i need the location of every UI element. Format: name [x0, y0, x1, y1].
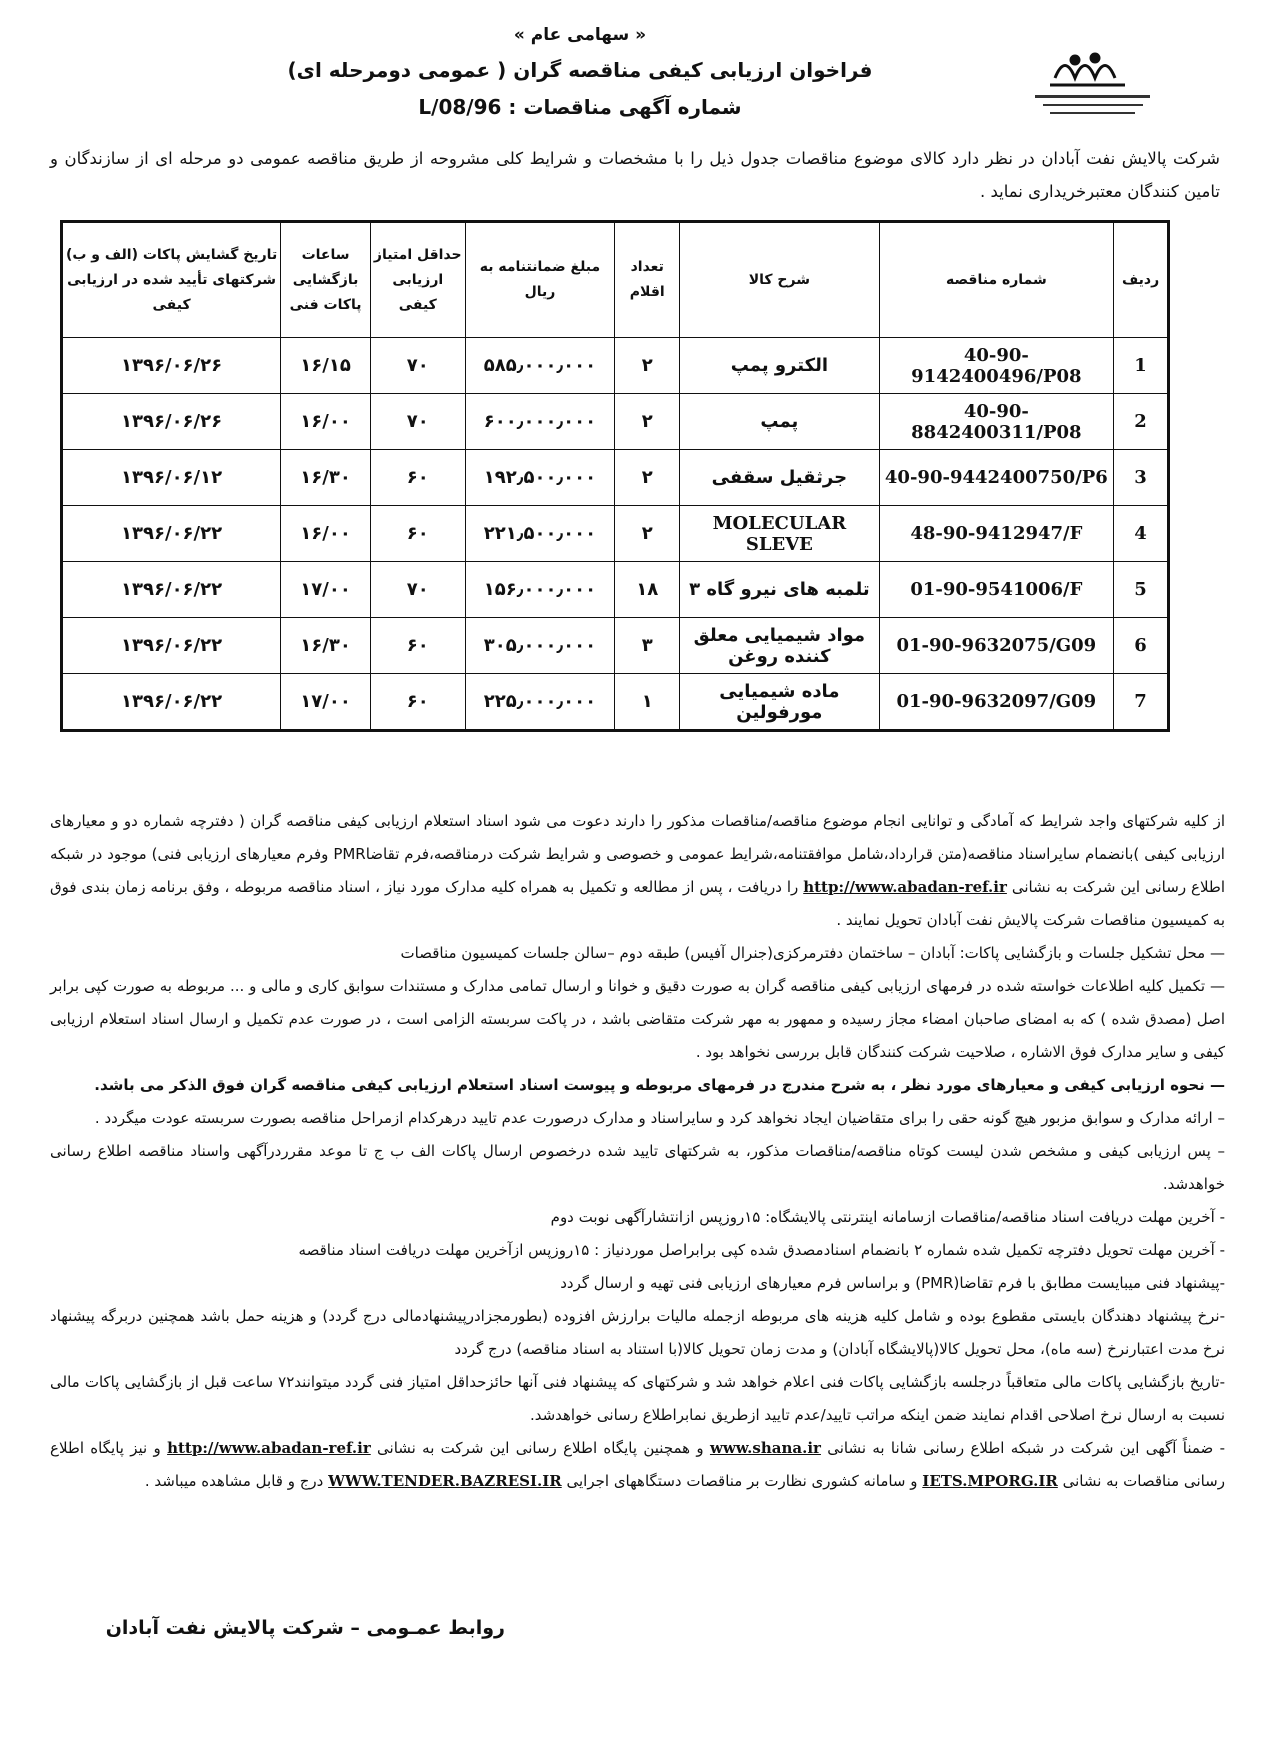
ad-number: شماره آگهی مناقصات : 96/L/08	[418, 95, 742, 119]
cell-min-score: ۶۰	[370, 674, 465, 731]
cell-min-score: ۷۰	[370, 562, 465, 618]
cell-tender-no: 01-90-9632097/G09	[879, 674, 1114, 731]
cell-description: MOLECULAR SLEVE	[680, 506, 880, 562]
table-row	[62, 674, 1169, 731]
cell-guarantee: ۶۰۰٫۰۰۰٫۰۰۰	[465, 394, 615, 450]
cell-row-no: 6	[1114, 618, 1169, 674]
header-quantity: تعداد اقلام	[615, 222, 680, 338]
cell-opening-date: ۱۳۹۶/۰۶/۲۲	[62, 562, 281, 618]
cell-opening-hours: ۱۶/۳۰	[281, 618, 371, 674]
documents-requirement: — تکمیل کلیه اطلاعات خواسته شده در فرمهای ارزیابی کیفی مناقصه گران به صورت دقیق و خوانا و ارسال تمامی مدارک و مستندات سوابق کاری و مالی و ... مربوطه به صورت کپی برابر اصل (مصدق شده ) که به امضای صاحبان امضاء مجاز رسیده و ممهور به مهر شرکت متقاضی باشد ، در پاکت سربسته الزامی است ، در صورت عدم تکمیل و ارسال اسناد استعلام ارزیابی کیفی و سایر مدارک فوق الاشاره ، صلاحیت شرکت کنندگان قابل بررسی نخواهد بود .	[50, 977, 1225, 1061]
deadline-deliver: - آخرین مهلت تحویل دفترچه تکمیل شده شماره ۲ بانضمام اسنادمصدق شده کپی برابراصل موردنیاز : ۱۵روزپس ازآخرین مهلت دریافت اسناد مناقصه	[298, 1241, 1225, 1259]
cell-quantity: ۳	[615, 618, 680, 674]
cell-min-score: ۷۰	[370, 394, 465, 450]
publication-text-2: و همچنین پایگاه اطلاع رسانی این شرکت به نشانی	[377, 1439, 704, 1457]
cell-row-no: 7	[1114, 674, 1169, 731]
cell-tender-no: 40-90-8842400311/P08	[879, 394, 1114, 450]
cell-description: مواد شیمیایی معلق کننده روغن	[680, 618, 880, 674]
cell-description: الکترو پمپ	[680, 338, 880, 394]
cell-guarantee: ۲۲۵٫۰۰۰٫۰۰۰	[465, 674, 615, 731]
table-row	[62, 562, 1169, 618]
publication-text-5: درج و قابل مشاهده میباشد .	[144, 1472, 324, 1490]
cell-quantity: ۱۸	[615, 562, 680, 618]
cell-tender-no: 48-90-9412947/F	[879, 506, 1114, 562]
cell-opening-hours: ۱۷/۰۰	[281, 674, 371, 731]
cell-description: پمپ	[680, 394, 880, 450]
tenders-table	[60, 220, 1170, 732]
cell-opening-hours: ۱۶/۱۵	[281, 338, 371, 394]
tender-bazresi-link[interactable]: WWW.TENDER.BAZRESI.IR	[328, 1472, 562, 1490]
cell-quantity: ۲	[615, 506, 680, 562]
invitation-paragraph	[50, 805, 1225, 937]
table-row	[62, 506, 1169, 562]
invitation-text: از کلیه شرکتهای واجد شرایط که آمادگی و توانایی انجام موضوع مناقصه/مناقصات مذکور را دارند دعوت می شود اسناد استعلام ارزیابی کیفی مناقصه گران ( دفترچه شماره دو و معیارهای ارزیابی کیفی )بانضمام سایراسناد مناقصه(متن قرارداد،شامل موافقتنامه،شرایط عمومی و خصوصی و شرایط شرکت درمناقصه،فرم تقاضاPMR وفرم معیارهای ارزیابی فنی) موجود در شبکه اطلاع رسانی این شرکت به نشانی	[50, 812, 1226, 896]
header-tender-no: شماره مناقصه	[879, 222, 1114, 338]
invitation-text-end: را دریافت ، پس از مطالعه و تکمیل به همراه کلیه مدارک مورد نیاز ، اسناد مناقصه مربوطه ، وفق برنامه زمان بندی فوق به کمیسیون مناقصات شرکت پالایش نفت آبادان تحویل نمایند .	[50, 878, 1225, 929]
cell-opening-date: ۱۳۹۶/۰۶/۱۲	[62, 450, 281, 506]
table-row	[62, 618, 1169, 674]
table-row	[62, 450, 1169, 506]
cell-guarantee: ۱۵۶٫۰۰۰٫۰۰۰	[465, 562, 615, 618]
evaluation-method: — نحوه ارزیابی کیفی و معیارهای مورد نظر ، به شرح مندرج در فرمهای مربوطه و پیوست اسناد استعلام ارزیابی کیفی مناقصه گران فوق الذکر می باشد.	[94, 1076, 1225, 1094]
cell-row-no: 1	[1114, 338, 1169, 394]
header-guarantee: مبلغ ضمانتنامه به ریال	[465, 222, 615, 338]
intro-paragraph: شرکت پالایش نفت آبادان در نظر دارد کالای موضوع مناقصات جدول ذیل را با مشخصات و شرایط کلی مشروحه از طریق مناقصه عمومی دو مرحله ای از سازندگان و تامین کنندگان معتبرخریداری نماید .	[50, 149, 1220, 201]
signature-footer: روابط عمـومی – شرکت پالایش نفت آبادان	[105, 1617, 505, 1639]
company-logo	[1015, 40, 1165, 130]
cell-opening-date: ۱۳۹۶/۰۶/۲۲	[62, 618, 281, 674]
financial-opening-clause: -تاریخ بازگشایی پاکات مالی متعاقباً درجلسه بازگشایی پاکات فنی اعلام خواهد شد و شرکتهای که پیشنهاد فنی آنها حائزحداقل امتیاز فنی گردد میتوانند۷۲ ساعت قبل از بازگشایی پاکات مالی نسبت به ارسال نرخ اصلاحی اقدام نمایند ضمن اینکه مراتب تایید/عدم تایید ازطریق نمابراطلاع رسانی خواهدشد.	[50, 1373, 1225, 1424]
price-clause: -نرخ پیشنهاد دهندگان بایستی مقطوع بوده و شامل کلیه هزینه های مربوطه ازجمله مالیات برارزش افزوده (بطورمجزادرپیشنهادمالی درج گردد) و هزینه حمل باشد همچنین دربرگه پیشنهاد نرخ مدت اعتبارنرخ (سه ماه)، محل تحویل کالا(پالایشگاه آبادان) و مدت زمان تحویل کالا(با استناد به اسناد مناقصه) درج گردد	[50, 1307, 1225, 1358]
cell-description: جرثقیل سقفی	[680, 450, 880, 506]
cell-opening-hours: ۱۶/۰۰	[281, 506, 371, 562]
header-min-score: حداقل امتیاز ارزیابی کیفی	[370, 222, 465, 338]
cell-quantity: ۲	[615, 394, 680, 450]
notice-body	[50, 805, 1225, 1498]
cell-opening-date: ۱۳۹۶/۰۶/۲۶	[62, 394, 281, 450]
table-row	[62, 394, 1169, 450]
cell-tender-no: 01-90-9632075/G09	[879, 618, 1114, 674]
cell-guarantee: ۱۹۲٫۵۰۰٫۰۰۰	[465, 450, 615, 506]
cell-opening-hours: ۱۷/۰۰	[281, 562, 371, 618]
cell-description: تلمبه های نیرو گاه ۳	[680, 562, 880, 618]
cell-description: ماده شیمیایی مورفولین	[680, 674, 880, 731]
notice-header	[250, 18, 910, 126]
cell-row-no: 4	[1114, 506, 1169, 562]
cell-min-score: ۶۰	[370, 506, 465, 562]
cell-tender-no: 40-90-9442400750/P6	[879, 450, 1114, 506]
cell-tender-no: 40-90-9142400496/P08	[879, 338, 1114, 394]
publication-text-1: - ضمناً آگهی این شرکت در شبکه اطلاع رسانی شانا به نشانی	[827, 1439, 1225, 1457]
abadan-ref-link-2[interactable]: http://www.abadan-ref.ir	[167, 1439, 371, 1457]
cell-tender-no: 01-90-9541006/F	[879, 562, 1114, 618]
cell-opening-date: ۱۳۹۶/۰۶/۲۲	[62, 506, 281, 562]
table-header-row	[62, 222, 1169, 338]
company-type: « سهامی عام »	[513, 25, 647, 45]
abadan-ref-link[interactable]: http://www.abadan-ref.ir	[803, 878, 1007, 896]
cell-opening-hours: ۱۶/۰۰	[281, 394, 371, 450]
publication-paragraph	[50, 1432, 1225, 1498]
shana-link[interactable]: www.shana.ir	[709, 1439, 821, 1457]
table-row	[62, 338, 1169, 394]
cell-opening-date: ۱۳۹۶/۰۶/۲۲	[62, 674, 281, 731]
iets-link[interactable]: IETS.MPORG.IR	[922, 1472, 1058, 1490]
cell-guarantee: ۵۸۵٫۰۰۰٫۰۰۰	[465, 338, 615, 394]
cell-opening-hours: ۱۶/۳۰	[281, 450, 371, 506]
notice-title: فراخوان ارزیابی کیفی مناقصه گران ( عمومی دومرحله ای)	[287, 58, 873, 82]
no-rights-clause: – ارائه مدارک و سوابق مزبور هیچ گونه حقی را برای متقاضیان ایجاد نخواهد کرد و سایراسناد و مدارک درصورت عدم تایید درهرکدام ازمراحل مناقصه بصورت سربسته عودت میگردد .	[94, 1109, 1225, 1127]
cell-row-no: 2	[1114, 394, 1169, 450]
technical-proposal-clause: -پیشنهاد فنی میبایست مطابق با فرم تقاضا(PMR) و براساس فرم معیارهای ارزیابی فنی تهیه و ارسال گردد	[560, 1274, 1225, 1292]
header-opening-date: تاریخ گشایش پاکات (الف و ب) شرکتهای تأیید شده در ارزیابی کیفی	[62, 222, 281, 338]
cell-quantity: ۱	[615, 674, 680, 731]
publication-text-3: و نیز پایگاه اطلاع رسانی مناقصات به نشانی	[50, 1439, 1225, 1490]
cell-quantity: ۲	[615, 338, 680, 394]
deadline-receive: - آخرین مهلت دریافت اسناد مناقصه/مناقصات ازسامانه اینترنتی پالایشگاه: ۱۵روزپس ازانتشارآگهی نوبت دوم	[550, 1208, 1225, 1226]
cell-guarantee: ۲۲۱٫۵۰۰٫۰۰۰	[465, 506, 615, 562]
cell-min-score: ۶۰	[370, 450, 465, 506]
shortlist-clause: – پس ارزیابی کیفی و مشخص شدن لیست کوتاه مناقصه/مناقصات مذکور، به شرکتهای تایید شده درخصوص ارسال پاکات الف ب ج تا موعد مقرردرآگهی واسناد مناقصه اطلاع رسانی خواهدشد.	[50, 1142, 1225, 1193]
cell-min-score: ۷۰	[370, 338, 465, 394]
header-opening-hours: ساعات بازگشایی پاکات فنی	[281, 222, 371, 338]
cell-row-no: 5	[1114, 562, 1169, 618]
cell-opening-date: ۱۳۹۶/۰۶/۲۶	[62, 338, 281, 394]
meeting-location: — محل تشکیل جلسات و بازگشایی پاکات: آبادان – ساختمان دفترمرکزی(جنرال آفیس) طبقه دوم –سالن جلسات کمیسیون مناقصات	[400, 944, 1225, 962]
cell-quantity: ۲	[615, 450, 680, 506]
cell-row-no: 3	[1114, 450, 1169, 506]
cell-guarantee: ۳۰۵٫۰۰۰٫۰۰۰	[465, 618, 615, 674]
header-row-no: ردیف	[1114, 222, 1169, 338]
header-description: شرح کالا	[680, 222, 880, 338]
publication-text-4: و سامانه کشوری نظارت بر مناقصات دستگاههای اجرایی	[566, 1472, 918, 1490]
cell-min-score: ۶۰	[370, 618, 465, 674]
